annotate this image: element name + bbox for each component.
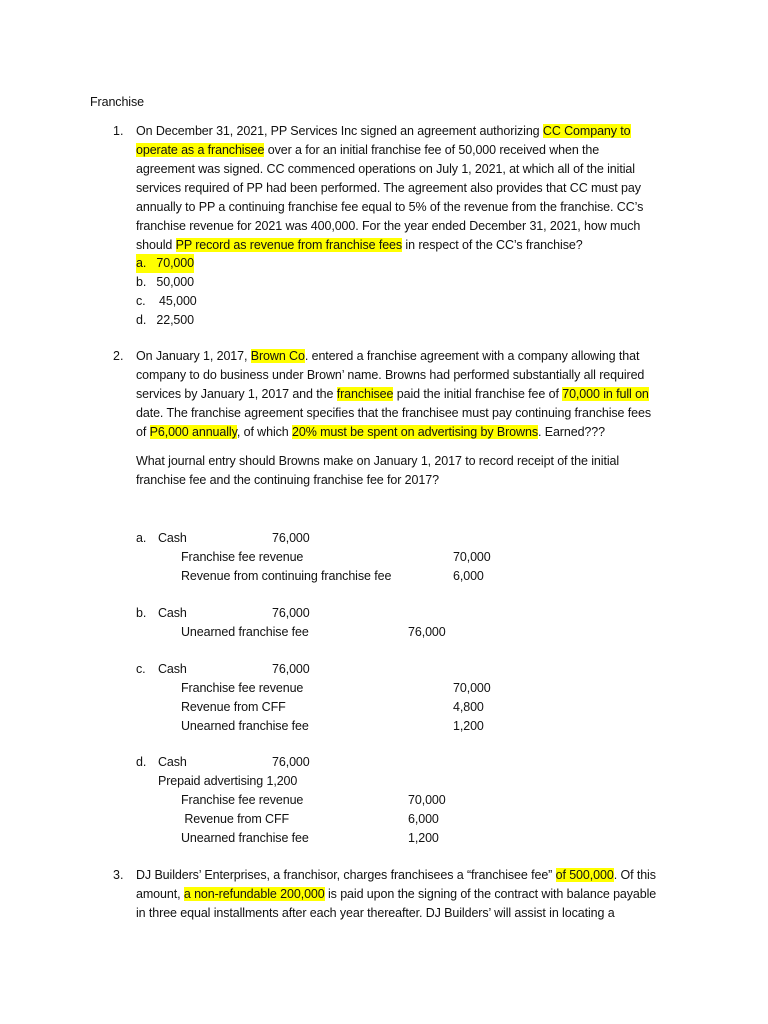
journal-debit-amount: 76,000 xyxy=(272,755,310,769)
journal-debit-amount: 76,000 xyxy=(272,662,310,676)
option-letter: c. xyxy=(136,662,146,676)
q2-number: 2. xyxy=(113,349,124,363)
option-letter: a. xyxy=(136,531,147,545)
q2-question-line-1: What journal entry should Browns make on January 1, 2017 to record receipt of the initial xyxy=(136,454,620,468)
q1-line-1: On December 31, 2021, PP Services Inc signed an agreement authorizing CC Company to xyxy=(136,124,631,138)
journal-credit-amount: 6,000 xyxy=(453,569,484,583)
journal-credit-label: Revenue from CFF xyxy=(181,700,286,714)
journal-credit-amount: 70,000 xyxy=(453,681,491,695)
journal-debit-amount: 76,000 xyxy=(272,531,310,545)
q1-highlight-pp-record: PP record as revenue from franchise fees xyxy=(175,238,403,252)
q1-line-2: operate as a franchisee over a for an initial franchise fee of 50,000 received when the xyxy=(136,143,600,157)
journal-credit-amount: 6,000 xyxy=(408,812,439,826)
q1-highlight-cc-company: CC Company to xyxy=(542,124,631,138)
option-letter: b. xyxy=(136,606,147,620)
journal-credit-amount: 4,800 xyxy=(453,700,484,714)
q2-highlight-70000: 70,000 in full on xyxy=(562,387,649,401)
q2-highlight-franchisee: franchisee xyxy=(336,387,394,401)
q1-option-a: a. 70,000 xyxy=(136,254,194,273)
q1-line-3: agreement was signed. CC commenced operations on July 1, 2021, at which all of the initial xyxy=(136,162,635,176)
journal-credit-amount: 1,200 xyxy=(408,831,439,845)
journal-credit-label: Franchise fee revenue xyxy=(181,681,304,695)
q2-line-1: On January 1, 2017, Brown Co. entered a franchise agreement with a company allowing that xyxy=(136,349,640,363)
page-heading: Franchise xyxy=(90,95,144,109)
journal-debit-label: Cash xyxy=(158,531,187,545)
journal-debit-label: Cash xyxy=(158,606,187,620)
q3-highlight-500000: of 500,000 xyxy=(555,868,614,882)
q2-line-5: of P6,000 annually, of which 20% must be spent on advertising by Browns. Earned??? xyxy=(136,425,605,439)
journal-debit-amount: 76,000 xyxy=(272,606,310,620)
q3-highlight-200000: a non-refundable 200,000 xyxy=(183,887,325,901)
q2-highlight-brown-co: Brown Co xyxy=(250,349,305,363)
journal-credit-label: Franchise fee revenue xyxy=(181,793,304,807)
journal-debit-prepaid: Prepaid advertising 1,200 xyxy=(158,774,298,788)
q3-number: 3. xyxy=(113,868,124,882)
q1-option-c: c. 45,000 xyxy=(136,294,197,308)
journal-debit-label: Cash xyxy=(158,755,187,769)
option-letter: d. xyxy=(136,755,147,769)
q1-line-4: services required of PP had been performed. The agreement also provides that CC must pay xyxy=(136,181,641,195)
journal-credit-amount: 70,000 xyxy=(408,793,446,807)
q3-line-2: amount, a non-refundable 200,000 is paid upon the signing of the contract with balance payable xyxy=(136,887,657,901)
journal-credit-label: Unearned franchise fee xyxy=(181,831,309,845)
q1-number: 1. xyxy=(113,124,124,138)
q3-line-3: in three equal installments after each year thereafter. DJ Builders’ will assist in locating a xyxy=(136,906,615,920)
q2-question-line-2: franchise fee and the continuing franchise fee for 2017? xyxy=(136,473,439,487)
journal-credit-label: Revenue from CFF xyxy=(181,812,290,826)
q1-option-d: d. 22,500 xyxy=(136,313,194,327)
q1-line-6: franchise revenue for 2021 was 400,000. For the year ended December 31, 2021, how much xyxy=(136,219,641,233)
journal-credit-label: Unearned franchise fee xyxy=(181,719,309,733)
q2-line-4: date. The franchise agreement specifies that the franchisee must pay continuing franchise fees xyxy=(136,406,651,420)
q2-highlight-p6000: P6,000 annually xyxy=(149,425,237,439)
q1-line-7: should PP record as revenue from franchise fees in respect of the CC’s franchise? xyxy=(136,238,583,252)
q1-line-5: annually to PP a continuing franchise fee equal to 5% of the revenue from the franchise. CC’s xyxy=(136,200,644,214)
q1-highlight-franchisee: operate as a franchisee xyxy=(136,143,265,157)
journal-credit-label: Unearned franchise fee xyxy=(181,625,309,639)
q1-option-b: b. 50,000 xyxy=(136,275,194,289)
journal-credit-amount: 76,000 xyxy=(408,625,446,639)
journal-debit-label: Cash xyxy=(158,662,187,676)
q2-highlight-20-percent: 20% must be spent on advertising by Browns xyxy=(292,425,538,439)
q2-line-2: company to do business under Brown’ name. Browns had performed substantially all required xyxy=(136,368,645,382)
journal-credit-amount: 1,200 xyxy=(453,719,484,733)
q2-line-3: services by January 1, 2017 and the franchisee paid the initial franchise fee of 70,000 in full on xyxy=(136,387,649,401)
journal-credit-label: Franchise fee revenue xyxy=(181,550,304,564)
journal-credit-amount: 70,000 xyxy=(453,550,491,564)
journal-credit-label: Revenue from continuing franchise fee xyxy=(181,569,392,583)
q3-line-1: DJ Builders’ Enterprises, a franchisor, charges franchisees a “franchisee fee” of 500,000. Of this xyxy=(136,868,656,882)
